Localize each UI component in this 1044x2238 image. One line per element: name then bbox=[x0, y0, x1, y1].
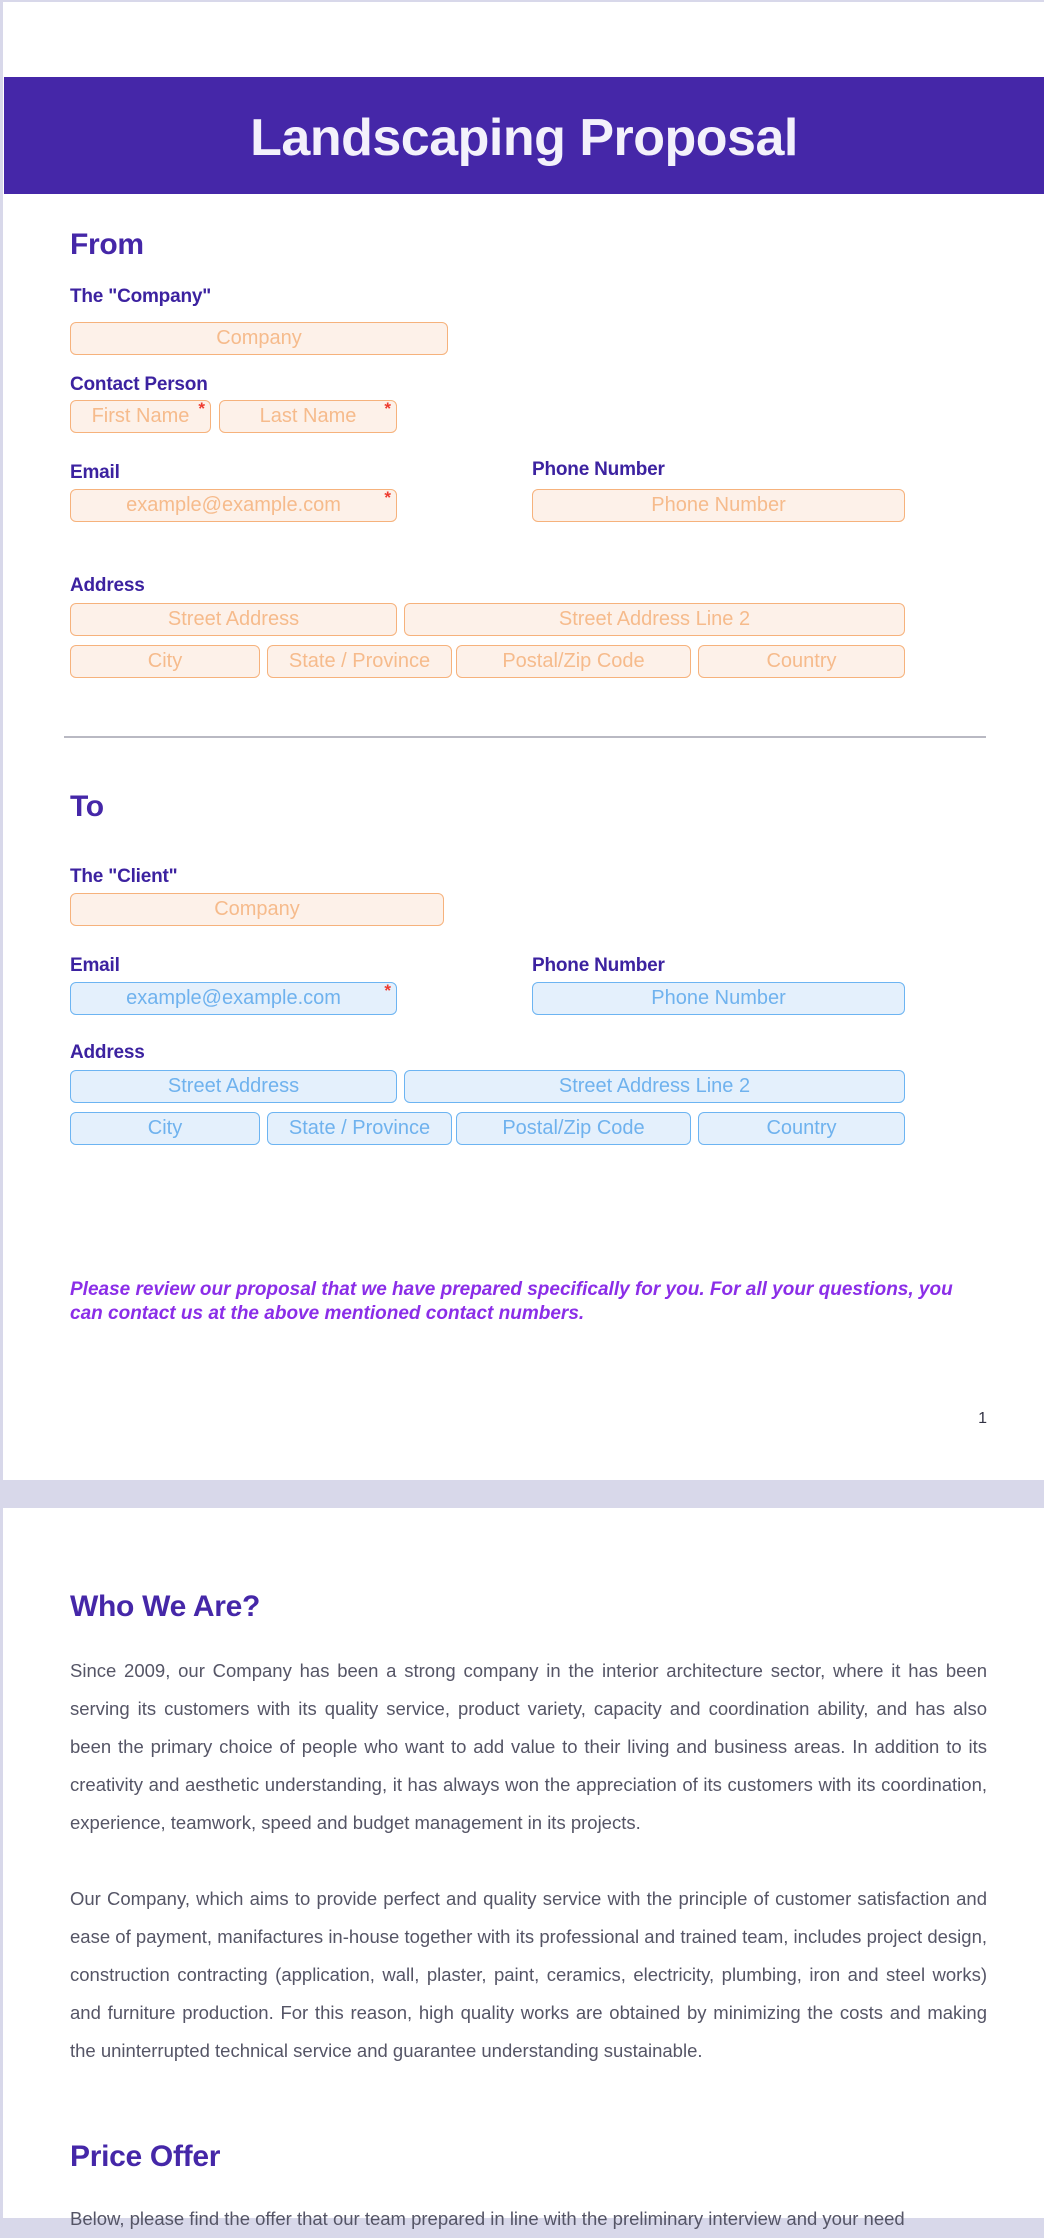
placeholder: Street Address Line 2 bbox=[558, 608, 751, 630]
placeholder: Street Address Line 2 bbox=[558, 1075, 751, 1097]
required-asterisk-icon: * bbox=[384, 981, 391, 1000]
to-state-input[interactable] bbox=[267, 1112, 452, 1145]
to-heading: To bbox=[70, 790, 104, 823]
placeholder: example@example.com bbox=[126, 494, 341, 516]
price-offer-heading: Price Offer bbox=[70, 2140, 221, 2173]
required-asterisk-icon: * bbox=[384, 399, 391, 418]
from-heading: From bbox=[70, 228, 144, 261]
to-email-label: Email bbox=[70, 955, 120, 976]
from-state-input[interactable] bbox=[267, 645, 452, 678]
section-divider bbox=[64, 736, 986, 738]
placeholder: Company bbox=[214, 898, 300, 920]
to-country-input[interactable] bbox=[698, 1112, 905, 1145]
page-number: 1 bbox=[978, 1410, 987, 1427]
placeholder: Last Name bbox=[259, 405, 357, 427]
from-street2-input[interactable] bbox=[404, 603, 905, 636]
required-asterisk-icon: * bbox=[198, 399, 205, 418]
from-company-label: The "Company" bbox=[70, 286, 212, 307]
placeholder: example@example.com bbox=[126, 987, 341, 1009]
to-city-input[interactable] bbox=[70, 1112, 260, 1145]
who-we-are-paragraph-1: Since 2009, our Company has been a strong company in the interior architecture sector, where it has been serving its customers with its quality service, product variety, capacity and coordination ability, and has also been the primary choice of people who want to add value to their living and business areas. In addition to its creativity and aesthetic understanding, it has always won the appreciation of its customers with its coordination, experience, teamwork, speed and budget management in its projects. bbox=[70, 1660, 987, 1833]
to-phone-label: Phone Number bbox=[532, 955, 665, 976]
from-company-input[interactable] bbox=[70, 322, 448, 355]
to-zip-input[interactable] bbox=[456, 1112, 691, 1145]
from-email-input[interactable] bbox=[70, 489, 397, 522]
title-banner bbox=[4, 77, 1044, 194]
placeholder: Phone Number bbox=[651, 494, 786, 516]
to-client-label: The "Client" bbox=[70, 866, 178, 887]
who-we-are-paragraph-2: Our Company, which aims to provide perfect and quality service with the principle of customer satisfaction and ease of payment, manifactures in-house together with its professional and trained team, includes project design, construction contracting (application, wall, plaster, paint, ceramics, electricity, plumbing, iron and steel works) and furniture production. For this reason, high quality works are obtained by minimizing the costs and making the uninterrupted technical service and guarantee understanding sustainable. bbox=[70, 1888, 987, 2061]
placeholder: Street Address bbox=[167, 608, 300, 630]
placeholder: Phone Number bbox=[651, 987, 786, 1009]
document-title: Landscaping Proposal bbox=[250, 108, 798, 167]
to-company-input[interactable] bbox=[70, 893, 444, 926]
placeholder: Postal/Zip Code bbox=[502, 650, 645, 672]
to-street-input[interactable] bbox=[70, 1070, 397, 1103]
placeholder: Company bbox=[216, 327, 302, 349]
to-phone-input[interactable] bbox=[532, 982, 905, 1015]
to-address-label: Address bbox=[70, 1042, 145, 1063]
from-country-input[interactable] bbox=[698, 645, 905, 678]
placeholder: State / Province bbox=[288, 650, 431, 672]
required-asterisk-icon: * bbox=[384, 488, 391, 507]
from-email-label: Email bbox=[70, 462, 120, 483]
price-offer-intro: Below, please find the offer that our team prepared in line with the preliminary interview and your need bbox=[70, 2208, 905, 2229]
placeholder: Street Address bbox=[167, 1075, 300, 1097]
from-last-name-input[interactable] bbox=[219, 400, 397, 433]
from-first-name-input[interactable] bbox=[70, 400, 211, 433]
placeholder: State / Province bbox=[288, 1117, 431, 1139]
to-email-input[interactable] bbox=[70, 982, 397, 1015]
page-1 bbox=[3, 2, 1044, 1480]
placeholder: Country bbox=[766, 1117, 837, 1139]
page-2 bbox=[3, 1508, 1044, 2229]
from-zip-input[interactable] bbox=[456, 645, 691, 678]
placeholder: Postal/Zip Code bbox=[502, 1117, 645, 1139]
placeholder: City bbox=[147, 1117, 183, 1139]
to-street2-input[interactable] bbox=[404, 1070, 905, 1103]
from-address-label: Address bbox=[70, 575, 145, 596]
from-phone-label: Phone Number bbox=[532, 459, 665, 480]
from-city-input[interactable] bbox=[70, 645, 260, 678]
placeholder: First Name bbox=[91, 405, 190, 427]
placeholder: City bbox=[147, 650, 183, 672]
from-phone-input[interactable] bbox=[532, 489, 905, 522]
placeholder: Country bbox=[766, 650, 837, 672]
review-note: Please review our proposal that we have prepared specifically for you. For all your questions, you can contact us at the above mentioned contact numbers. bbox=[70, 1279, 953, 1324]
from-contact-label: Contact Person bbox=[70, 374, 208, 395]
from-street-input[interactable] bbox=[70, 603, 397, 636]
who-we-are-heading: Who We Are? bbox=[70, 1590, 261, 1623]
